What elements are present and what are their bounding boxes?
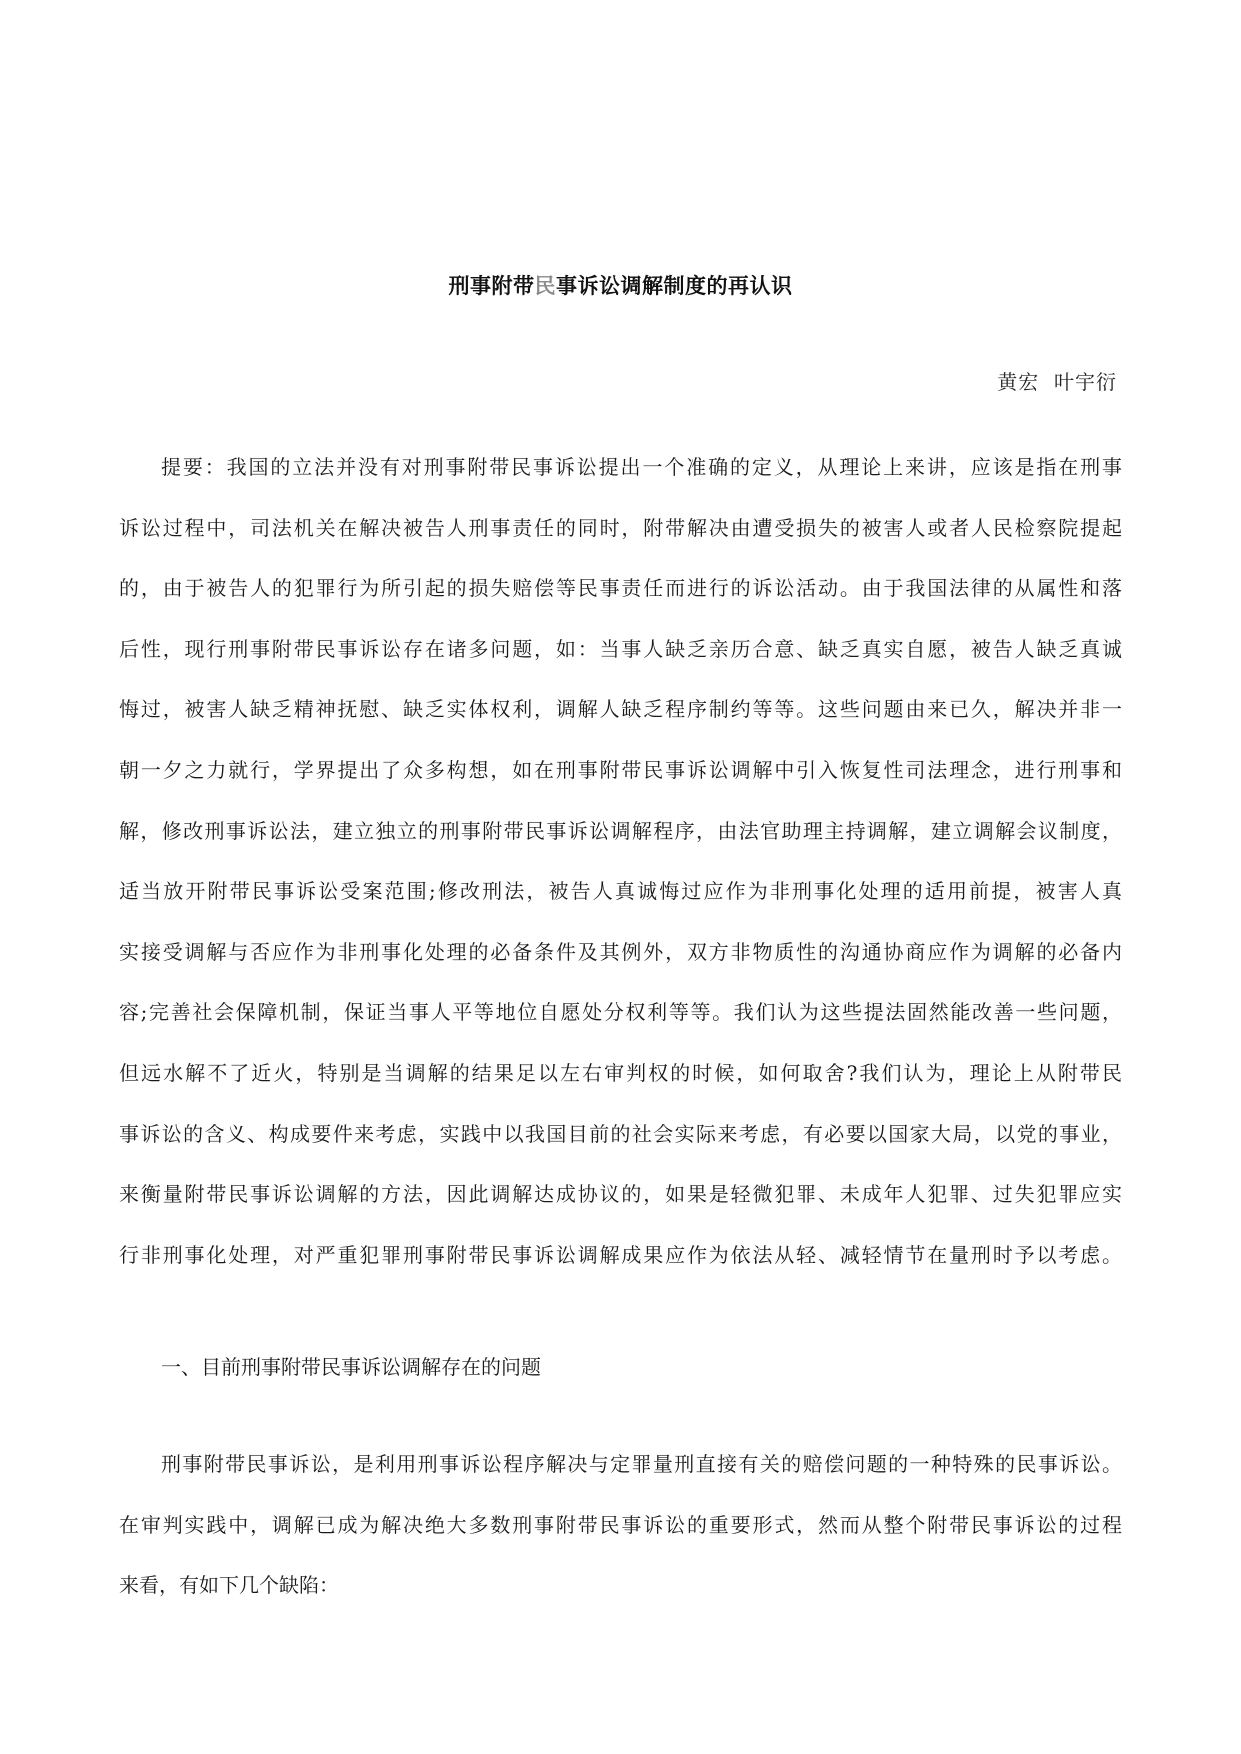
- document-authors: 黄宏 叶宇衍: [997, 370, 1117, 394]
- title-part-3: 事诉讼调解制度的再认识: [556, 274, 793, 298]
- section-heading: 一、目前刑事附带民事诉讼调解存在的问题: [161, 1355, 541, 1379]
- abstract-line: 解，修改刑事诉讼法，建立独立的刑事附带民事诉讼调解程序，由法官助理主持调解，建立调解会议制度，: [119, 818, 1122, 843]
- abstract-line: 实接受调解与否应作为非刑事化处理的必备条件及其例外，双方非物质性的沟通协商应作为调解的必备内: [119, 939, 1122, 964]
- abstract-paragraph: [119, 437, 1122, 1285]
- abstract-line: 悔过，被害人缺乏精神抚慰、缺乏实体权利，调解人缺乏程序制约等等。这些问题由来已久，解决并非一: [119, 697, 1122, 722]
- abstract-line: 事诉讼的含义、构成要件来考虑，实践中以我国目前的社会实际来考虑，有必要以国家大局，以党的事业，: [119, 1121, 1122, 1146]
- paragraph-line: 来看，有如下几个缺陷：: [119, 1573, 339, 1598]
- paragraph-line: 在审判实践中，调解已成为解决绝大多数刑事附带民事诉讼的重要形式，然而从整个附带民事诉讼的过程: [119, 1512, 1122, 1537]
- body-paragraph: [119, 1434, 1122, 1616]
- abstract-line: 朝一夕之力就行，学界提出了众多构想，如在刑事附带民事诉讼调解中引入恢复性司法理念，进行刑事和: [119, 757, 1122, 782]
- abstract-line: 容;完善社会保障机制，保证当事人平等地位自愿处分权利等等。我们认为这些提法固然能改善一些问题，: [119, 1000, 1122, 1025]
- abstract-line: 适当放开附带民事诉讼受案范围;修改刑法，被告人真诚悔过应作为非刑事化处理的适用前提，被害人真: [119, 879, 1122, 904]
- abstract-line: 提要：我国的立法并没有对刑事附带民事诉讼提出一个准确的定义，从理论上来讲，应该是指在刑事: [161, 455, 1122, 479]
- abstract-line: 但远水解不了近火，特别是当调解的结果足以左右审判权的时候，如何取舍?我们认为，理论上从附带民: [119, 1060, 1122, 1085]
- abstract-line: 来衡量附带民事诉讼调解的方法，因此调解达成协议的，如果是轻微犯罪、未成年人犯罪、过失犯罪应实: [119, 1182, 1122, 1207]
- abstract-line: 的，由于被告人的犯罪行为所引起的损失赔偿等民事责任而进行的诉讼活动。由于我国法律的从属性和落: [119, 576, 1122, 601]
- title-part-2: 民: [534, 274, 556, 298]
- title-part-1: 刑事附带: [448, 274, 535, 298]
- abstract-line: 诉讼过程中，司法机关在解决被告人刑事责任的同时，附带解决由遭受损失的被害人或者人民检察院提起: [119, 515, 1122, 540]
- paragraph-line: 刑事附带民事诉讼，是利用刑事诉讼程序解决与定罪量刑直接有关的赔偿问题的一种特殊的民事诉讼。: [161, 1452, 1122, 1476]
- abstract-line: 后性，现行刑事附带民事诉讼存在诸多问题，如：当事人缺乏亲历合意、缺乏真实自愿，被告人缺乏真诚: [119, 636, 1122, 661]
- abstract-line: 行非刑事化处理，对严重犯罪刑事附带民事诉讼调解成果应作为依法从轻、减轻情节在量刑时予以考虑。: [119, 1242, 1122, 1267]
- document-title: [0, 270, 1241, 300]
